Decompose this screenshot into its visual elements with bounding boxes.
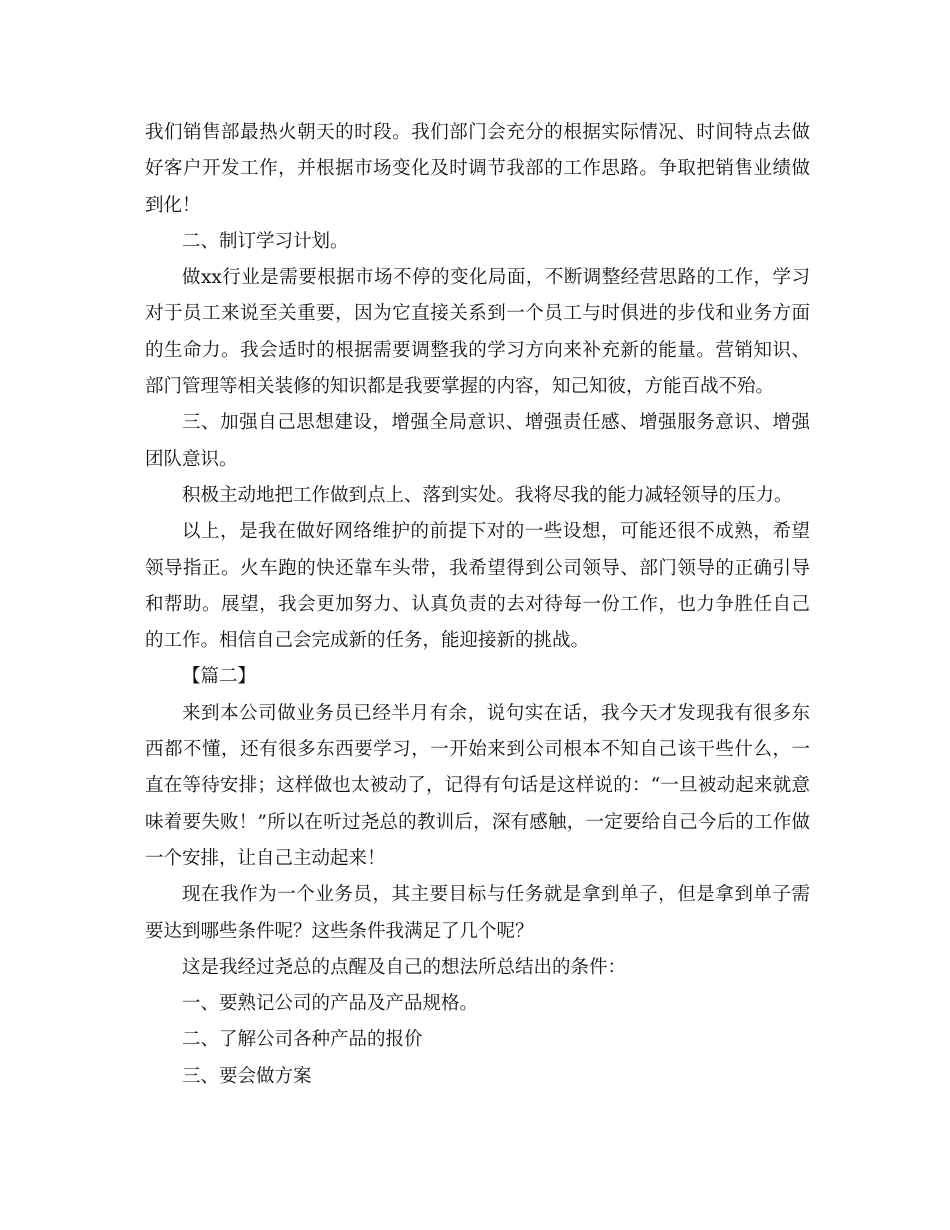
paragraph-conclusion: 以上，是我在做好网络维护的前提下对的一些设想，可能还很不成熟，希望领导指正。火车跑的快还靠车头带，我希望得到公司领导、部门领导的正确引导和帮助。展望，我会更加努力、认真负责的去对待每一份工作，也力争胜任自己的工作。相信自己会完成新的任务，能迎接新的挑战。	[145, 521, 810, 652]
section-title-part-two: 【篇二】	[182, 666, 257, 688]
list-item-condition-3: 三、要会做方案	[182, 1065, 312, 1087]
list-item-condition-1: 一、要熟记公司的产品及产品规格。	[182, 993, 479, 1015]
paragraph-conditions-intro: 这是我经过尧总的点醒及自己的想法所总结出的条件：	[182, 956, 627, 978]
paragraph-initiative: 积极主动地把工作做到点上、落到实处。我将尽我的能力减轻领导的压力。	[182, 484, 793, 506]
heading-ideology: 三、加强自己思想建设，增强全局意识、增强责任感、增强服务意识、增强团队意识。	[145, 412, 810, 470]
heading-study-plan: 二、制订学习计划。	[182, 230, 349, 252]
document-body	[145, 115, 810, 1095]
paragraph-1: 我们销售部最热火朝天的时段。我们部门会充分的根据实际情况、时间特点去做好客户开发工作，并根据市场变化及时调节我部的工作思路。争取把销售业绩做到化！	[145, 122, 810, 216]
paragraph-goal: 现在我作为一个业务员，其主要目标与任务就是拿到单子，但是拿到单子需要达到哪些条件呢？这些条件我满足了几个呢？	[145, 884, 810, 942]
paragraph-intro-part-two: 来到本公司做业务员已经半月有余，说句实在话，我今天才发现我有很多东西都不懂，还有很多东西要学习，一开始来到公司根本不知自己该干些什么，一直在等待安排；这样做也太被动了，记得有句话是这样说的：“一旦被动起来就意味着要失败！”所以在听过尧总的教训后，深有感触，一定要给自己今后的工作做一个安排，让自己主动起来！	[145, 702, 810, 869]
paragraph-study: 做xx行业是需要根据市场不停的变化局面，不断调整经营思路的工作，学习对于员工来说至关重要，因为它直接关系到一个员工与时俱进的步伐和业务方面的生命力。我会适时的根据需要调整我的学习方向来补充新的能量。营销知识、部门管理等相关装修的知识都是我要掌握的内容，知己知彼，方能百战不殆。	[145, 267, 810, 398]
list-item-condition-2: 二、了解公司各种产品的报价	[182, 1029, 423, 1051]
